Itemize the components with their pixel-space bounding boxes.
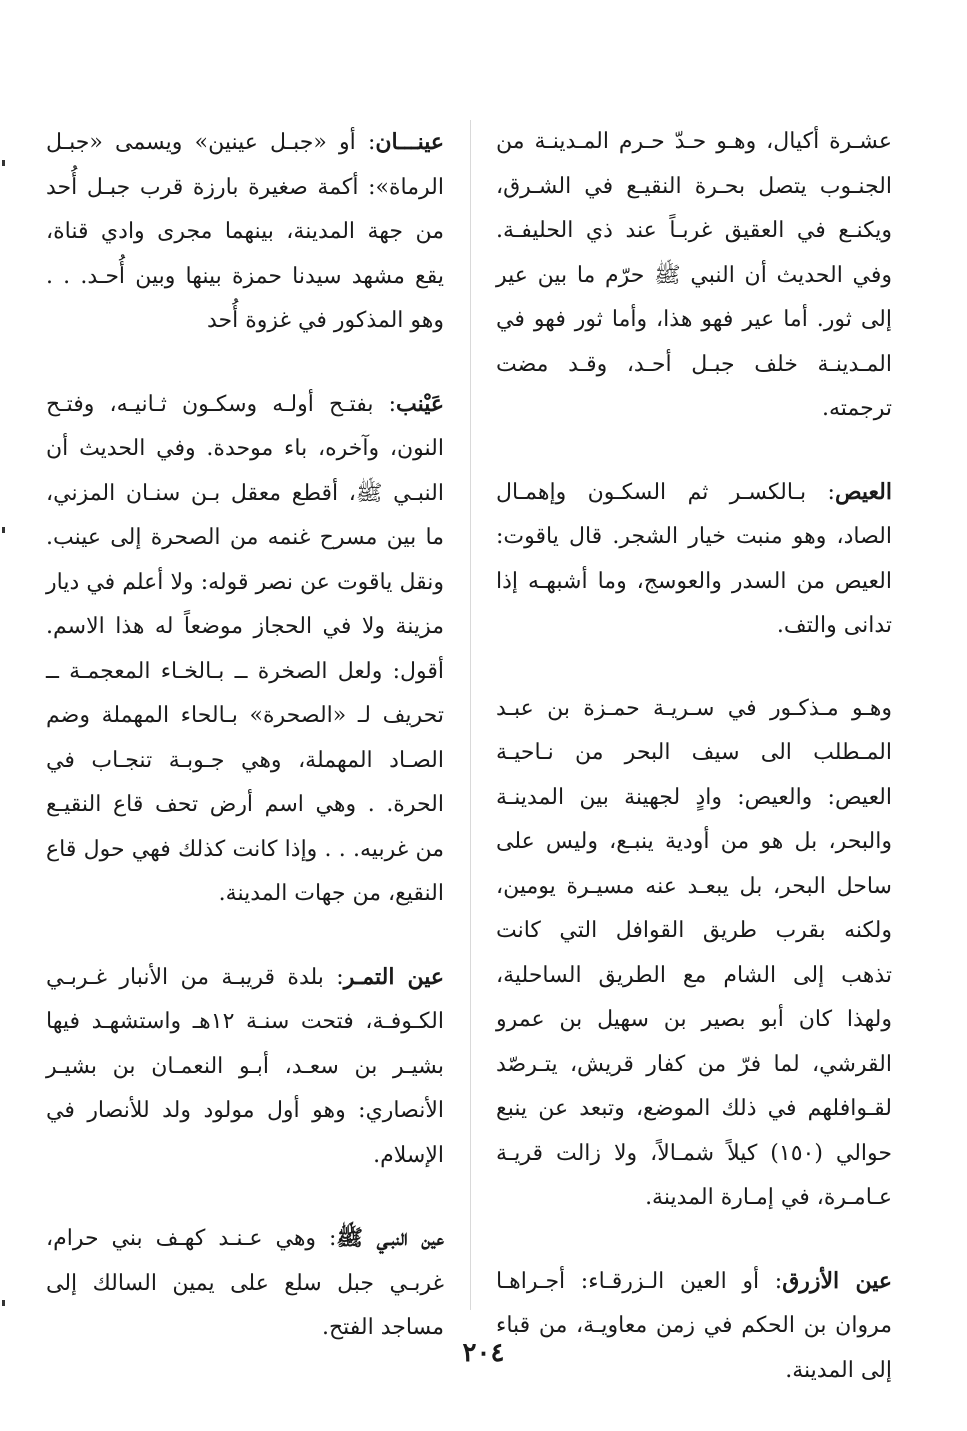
left-column bbox=[46, 120, 444, 1389]
entry-text: : أو «جبـل عينين» ويسمى «جبـل الرماة»: أكمة صغيرة بارزة قرب جبـل أُحد من جهة المدينة، بينهما مجرى وادي قناة، يقع مشهد سيدنا حمزة بينها وبين أُحـد. . . وهو المذكور في غزوة أُحد bbox=[46, 130, 444, 333]
entry-term: عين التمـر bbox=[343, 963, 444, 990]
entry-term: العيص bbox=[834, 478, 892, 505]
entry-ain-al-tamr bbox=[46, 955, 444, 1179]
page-number: ٢٠٤ bbox=[462, 1338, 505, 1368]
entry-term: عَيْنب bbox=[395, 390, 444, 417]
right-column bbox=[496, 120, 892, 1431]
entry-term: عين النبـي ﷺ bbox=[336, 1225, 444, 1251]
entry-continuation bbox=[496, 120, 892, 432]
column-divider bbox=[470, 120, 471, 1310]
entry-ain-al-nabi bbox=[46, 1216, 444, 1351]
entry-term: عين الأزرق bbox=[782, 1267, 892, 1294]
entry-text: : أو العين الـزرقـاء: أجـراهـا مروان بن الحكم في زمن معاويـة، من قباء إلى المدينة. bbox=[496, 1268, 892, 1383]
margin-mark bbox=[2, 1300, 5, 1306]
margin-mark bbox=[2, 527, 5, 533]
entry-text: عشـرة أكيال، وهـو حـدّ حـرم المـدينـة من الجنـوب يتصل بحـرة النقيـع في الشـرق، ويكنـع في العقيق غربـاً عند ذي الحليفـة. وفي الحديث أن النبي ﷺ حرّم ما بين عير إلى ثور. أما عير فهو هذا، وأما ثور فهو في المـدينـة خلف جبـل أحـد، وقـد مضت ترجمته. bbox=[496, 129, 892, 421]
entry-ainab bbox=[46, 382, 444, 917]
entry-text: : بـالكسـر ثم السكـون وإهمـال الصاد، وهو منبت خيار الشجر. قال ياقوت: العيص من السدر والعوسج، وما أشبهـه إذا تدانى والتف. bbox=[496, 479, 892, 638]
entry-ain-al-azraq bbox=[496, 1259, 892, 1394]
entry-term: عينـــان bbox=[375, 129, 444, 155]
entry-text: : بفتـح أولـه وسكـون ثـانيـه، وفتـح النون، وآخره، باء موحدة. وفي الحديث أن النبـي ﷺ، أقطع معقل بـن سنـان المزني، ما بين مسرح غنمه من الصحرة إلى عينب. ونقل ياقوت عن نصر قوله: ولا أعلم في ديار مزينة ولا في الحجاز موضعاً له هذا الاسم. أقول: ولعل الصخرة ــ بـالخـاء المعجمـة ــ تحريف لـ «الصحرة» بـالحاء المهملة وضم الصـاد المهملة، وهي جـوبـة تنجـاب في الحرة. . وهي اسم أرض تحف قاع النقيـع من غربيه. . . وإذا كانت كذلك فهي حول قاع النقيع، من جهات المدينة. bbox=[46, 391, 444, 906]
entry-text: : وهي عـنـد كهـف بني حرام، غربـي جبل سلع على يمين السالك إلى مساجد الفتح. bbox=[46, 1226, 444, 1340]
entry-al-ees bbox=[496, 470, 892, 649]
entry-ainan bbox=[46, 120, 444, 344]
entry-text: وهـو مـذكـور في سـريـة حمـزة بن عبـد المـطلب الى سيف البحر من نـاحيـة العيص: والعيص: وادٍ لجهينة بين المدينـة والبحر، بل هو من أودية ينبـع، وليس على ساحل البحر، بل يبعـد عنه مسيـرة يومين، ولكنه بقرب طريق القوافل التي كانت تذهب إلى الشام مع الطريق الساحلية، ولهذا كان أبو بصير بن سهيل بن عمرو القرشي، لما فرّ من كفار قريش، يتـرصّد لقـوافلهم في ذلك الموضع، وتبعد عن ينبع حوالي (١٥٠) كيلاً شمـالاً، ولا زالت قريـة عـامـرة، في إمـارة المدينة. bbox=[496, 695, 893, 1210]
entry-al-ees-details bbox=[496, 687, 892, 1221]
entry-text: : بلدة قريبـة من الأنبار غـربـي الكـوفـة، فتحت سنـة ١٢هـ واستشهـد فيها بشيـر بن سعـد، أبـو النعمـان بن بشيـر الأنصاري: وهو أول مولود ولد للأنصار في الإسلام. bbox=[46, 964, 444, 1168]
margin-mark bbox=[2, 160, 5, 166]
